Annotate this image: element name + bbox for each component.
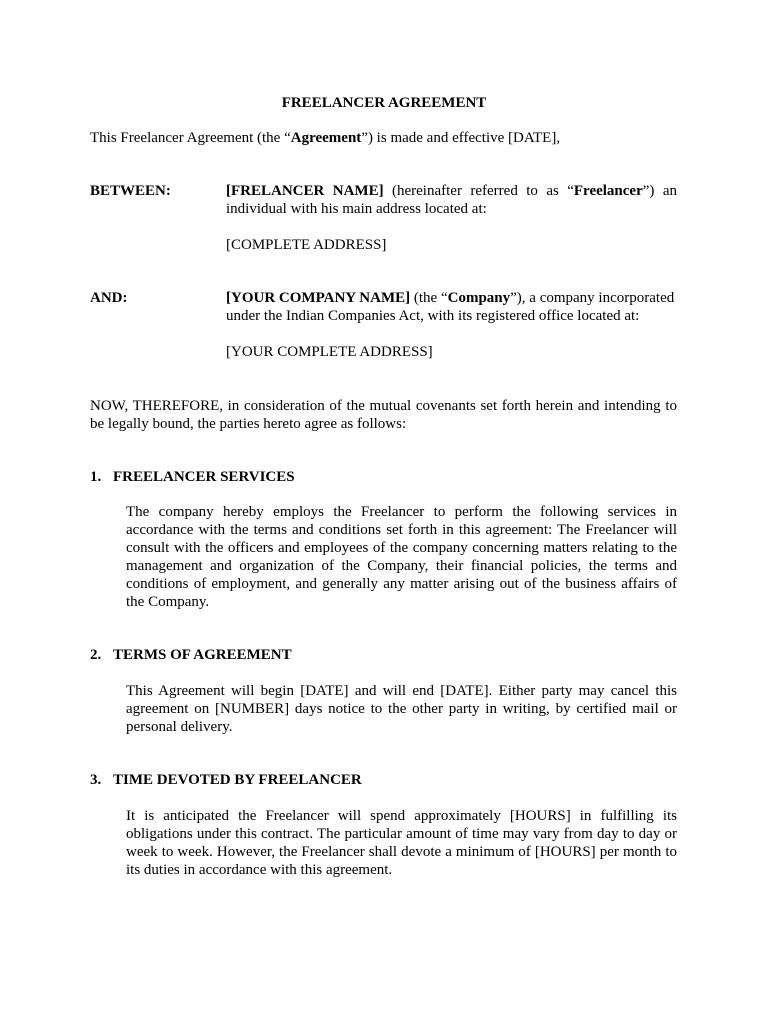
section-number: 2. <box>90 647 102 663</box>
between-post: ”) an individual with his main address located at: <box>226 183 677 217</box>
consideration-paragraph: NOW, THEREFORE, in consideration of the mutual covenants set forth herein and intending to be legally bound, the parties hereto agree as follows: <box>90 398 677 432</box>
company-name-placeholder: [YOUR COMPANY NAME] <box>226 290 411 306</box>
section-heading <box>90 646 292 664</box>
and-post: ”), a company incorporated under the Indian Companies Act, with its registered office located at: <box>226 290 675 324</box>
section-title: TIME DEVOTED BY FREELANCER <box>113 772 362 788</box>
between-mid: (hereinafter referred to as “ <box>383 183 574 199</box>
company-address-placeholder: [YOUR COMPLETE ADDRESS] <box>226 344 433 360</box>
section-body: The company hereby employs the Freelancer to perform the following services in accordance with the terms and conditions set forth in this agreement: The Freelancer will consult with the officers and employees of the company concerning matters relating to the management and organization of the Company, their financial policies, the terms and conditions of employment, and generally any matter arising out of the business affairs of the Company. <box>126 504 677 610</box>
section-title: TERMS OF AGREEMENT <box>113 647 292 663</box>
intro-post: ”) is made and effective [DATE], <box>361 130 561 146</box>
and-mid: (the “ <box>410 290 448 306</box>
between-party-paragraph <box>226 182 677 218</box>
section-heading <box>90 468 295 486</box>
freelancer-address-placeholder: [COMPLETE ADDRESS] <box>226 237 387 253</box>
intro-term: Agreement <box>290 130 362 146</box>
company-term: Company <box>447 290 511 306</box>
and-label: AND: <box>90 290 128 306</box>
freelancer-name-placeholder: [FRELANCER NAME] <box>226 183 384 199</box>
section-body: It is anticipated the Freelancer will spend approximately [HOURS] in fulfilling its obligations under this contract. The particular amount of time may vary from day to day or week to week. However, the Freelancer shall devote a minimum of [HOURS] per month to its duties in accordance with this agreement. <box>126 808 677 878</box>
between-label: BETWEEN: <box>90 183 171 199</box>
section-number: 1. <box>90 469 102 485</box>
section-number: 3. <box>90 772 102 788</box>
freelancer-term: Freelancer <box>573 183 643 199</box>
document-title: FREELANCER AGREEMENT <box>281 95 487 111</box>
section-body: This Agreement will begin [DATE] and will end [DATE]. Either party may cancel this agreement on [NUMBER] days notice to the other party in writing, by certified mail or personal delivery. <box>126 683 677 735</box>
and-party-paragraph <box>226 289 677 325</box>
section-title: FREELANCER SERVICES <box>113 469 295 485</box>
intro-paragraph <box>90 129 690 147</box>
intro-pre: This Freelancer Agreement (the “ <box>90 130 291 146</box>
section-heading <box>90 771 362 789</box>
